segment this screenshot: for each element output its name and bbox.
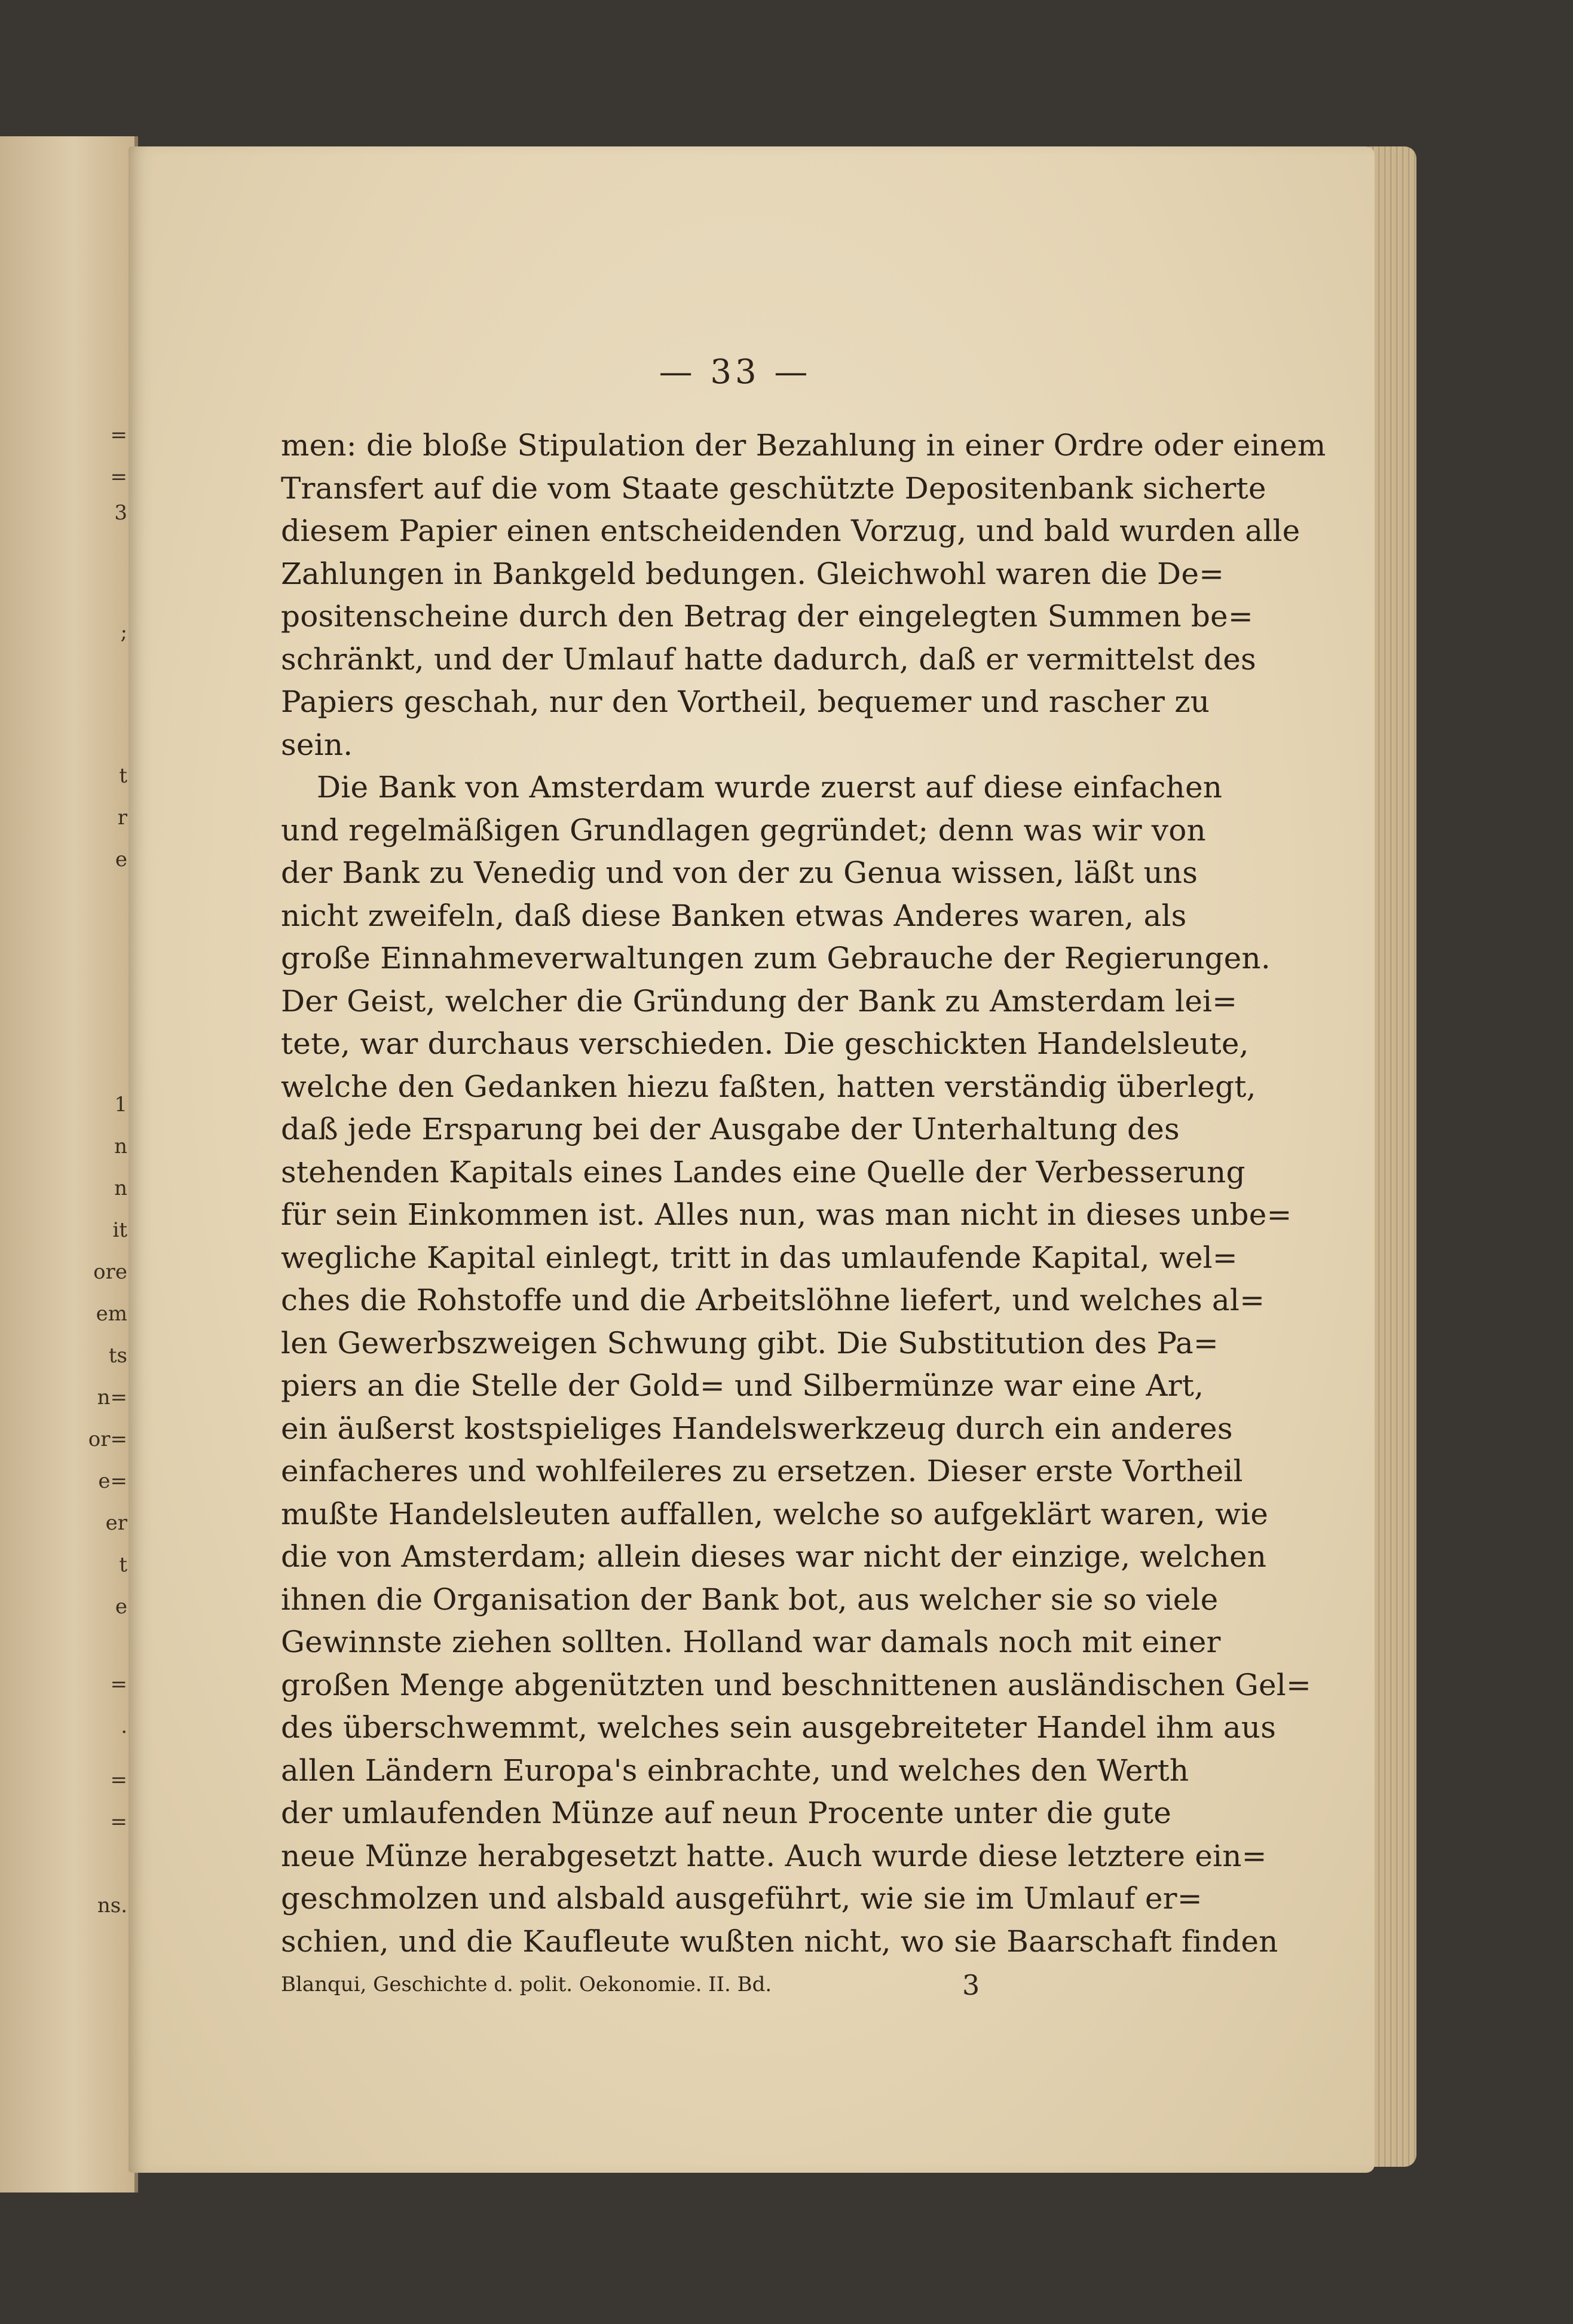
text-line: Papiers geschah, nur den Vortheil, bequemer und rascher zu [281, 684, 1210, 719]
text-line: schränkt, und der Umlauf hatte dadurch, daß er vermittelst des [281, 641, 1256, 677]
left-fragment: 1 [114, 1093, 127, 1117]
left-fragment: . [121, 1714, 127, 1738]
left-fragment: er [105, 1511, 127, 1535]
text-line: ihnen die Organisation der Bank bot, aus welcher sie so viele [281, 1582, 1219, 1617]
footer-reference: Blanqui, Geschichte d. polit. Oekonomie. II. Bd. [281, 1973, 772, 1996]
text-line: einfacheres und wohlfeileres zu ersetzen. Dieser erste Vortheil [281, 1454, 1243, 1488]
body-text [281, 424, 1326, 1963]
page-edges [1369, 146, 1416, 2167]
left-fragment: = [110, 1672, 127, 1696]
text-line: der umlaufenden Münze auf neun Procente unter die gute [281, 1796, 1171, 1830]
text-line: Gewinnste ziehen sollten. Holland war damals noch mit einer [281, 1625, 1221, 1659]
text-line: große Einnahmeverwaltungen zum Gebrauche der Regierungen. [281, 941, 1271, 976]
left-fragment: e [115, 1595, 127, 1619]
text-line: des überschwemmt, welches sein ausgebreiteter Handel ihm aus [281, 1710, 1277, 1745]
text-line: ein äußerst kostspieliges Handelswerkzeug durch ein anderes [281, 1411, 1233, 1446]
text-line: len Gewerbszweigen Schwung gibt. Die Substitution des Pa= [281, 1325, 1219, 1360]
page-footer [281, 1969, 1142, 2008]
text-line: wegliche Kapital einlegt, tritt in das umlaufende Kapital, wel= [281, 1240, 1238, 1275]
text-line: stehenden Kapitals eines Landes eine Quelle der Verbesserung [281, 1154, 1245, 1189]
text-line: piers an die Stelle der Gold= und Silbermünze war eine Art, [281, 1368, 1204, 1403]
text-line: geschmolzen und alsbald ausgeführt, wie sie im Umlauf er= [281, 1881, 1202, 1916]
text-line: für sein Einkommen ist. Alles nun, was man nicht in dieses unbe= [281, 1197, 1292, 1232]
left-fragment: ; [120, 620, 127, 644]
text-line: Die Bank von Amsterdam wurde zuerst auf diese einfachen [317, 770, 1223, 805]
left-fragment: r [117, 806, 127, 830]
left-fragment: t [119, 1553, 127, 1577]
left-fragment: 3 [114, 501, 127, 525]
text-line: Transfert auf die vom Staate geschützte Depositenbank sicherte [281, 470, 1266, 506]
left-fragment: = [110, 1768, 127, 1792]
left-fragment: n [114, 1135, 127, 1158]
left-fragment: it [112, 1218, 127, 1242]
left-fragment: n [114, 1176, 127, 1200]
left-fragment: ore [93, 1260, 127, 1284]
left-page-fragments [0, 136, 134, 2192]
text-line: der Bank zu Venedig und von der zu Genua wissen, läßt uns [281, 855, 1198, 890]
text-line: tete, war durchaus verschieden. Die geschickten Handelsleute, [281, 1026, 1249, 1061]
text-line: neue Münze herabgesetzt hatte. Auch wurde diese letztere ein= [281, 1838, 1267, 1873]
text-line: daß jede Ersparung bei der Ausgabe der Unterhaltung des [281, 1112, 1180, 1146]
text-line: die von Amsterdam; allein dieses war nicht der einzige, welchen [281, 1539, 1267, 1574]
text-line: Der Geist, welcher die Gründung der Bank zu Amsterdam lei= [281, 983, 1238, 1019]
text-line: ches die Rohstoffe und die Arbeitslöhne liefert, und welches al= [281, 1283, 1265, 1317]
left-fragment: t [119, 764, 127, 788]
text-line: und regelmäßigen Grundlagen gegründet; denn was wir von [281, 812, 1206, 848]
text-line: allen Ländern Europa's einbrachte, und welches den Werth [281, 1753, 1189, 1788]
page-number: — 33 — [659, 353, 812, 392]
left-fragment: e [115, 848, 127, 872]
text-line: welche den Gedanken hiezu faßten, hatten verständig überlegt, [281, 1069, 1256, 1104]
left-fragment: ns. [97, 1894, 127, 1918]
left-fragment: ts [108, 1344, 127, 1368]
text-line: mußte Handelsleuten auffallen, welche so aufgeklärt waren, wie [281, 1496, 1269, 1531]
left-fragment: n= [97, 1386, 127, 1409]
text-line: nicht zweifeln, daß diese Banken etwas Anderes waren, als [281, 898, 1187, 933]
text-line: Zahlungen in Bankgeld bedungen. Gleichwohl waren die De= [281, 556, 1225, 591]
text-line: diesem Papier einen entscheidenden Vorzug, und bald wurden alle [281, 513, 1300, 548]
left-fragment: = [110, 423, 127, 447]
text-line: sein. [281, 727, 353, 762]
text-line: großen Menge abgenützten und beschnittenen ausländischen Gel= [281, 1667, 1312, 1702]
left-fragment: em [96, 1302, 127, 1326]
left-page [0, 136, 138, 2192]
left-fragment: = [110, 1810, 127, 1834]
text-line: positenscheine durch den Betrag der eingelegten Summen be= [281, 599, 1253, 634]
text-line: men: die bloße Stipulation der Bezahlung in einer Ordre oder einem [281, 428, 1326, 463]
signature-mark: 3 [962, 1969, 980, 2001]
left-fragment: or= [88, 1427, 127, 1451]
left-fragment: = [110, 465, 127, 489]
text-line: schien, und die Kaufleute wußten nicht, wo sie Baarschaft finden [281, 1924, 1278, 1959]
left-fragment: e= [98, 1469, 127, 1493]
